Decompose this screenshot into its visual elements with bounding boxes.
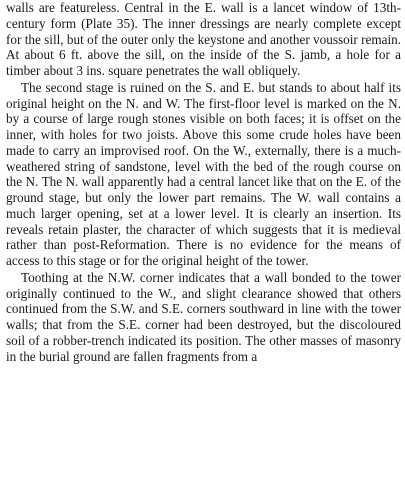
paragraph-lancet-window: walls are featureless. Central in the E. wall is a lancet window of 13th-century form (Plate 35). The inner dressings are nearly complete except for the sill, but of the outer only the keystone and another voussoir remain. At about 6 ft. above the sill, on the inside of the S. jamb, a hole for a timber about 3 ins. square penetrates the wall obliquely. [6, 0, 401, 78]
paragraph-second-stage: The second stage is ruined on the S. and E. but stands to about half its original height on the N. and W. The first-floor level is marked on the N. by a course of large rough stones visible on both faces; it is offset on the inner, with holes for two joists. Above this some crude holes have been made to carry an improvised roof. On the W., externally, there is a much-weathered string of sandstone, level with the bed of the rough course on the N. The N. wall apparently had a central lancet like that on the E. of the ground stage, but only the lower part remains. The W. wall contains a much larger opening, set at a lower level. It is clearly an insertion. Its reveals retain plaster, the character of which suggests that it is medieval rather than post-Reformation. There is no evidence for the means of access to this stage or for the original height of the tower. [6, 79, 401, 268]
document-page [6, 0, 401, 364]
paragraph-toothing: Toothing at the N.W. corner indicates that a wall bonded to the tower originally continued to the W., and slight clearance showed that others continued from the S.W. and S.E. corners southward in line with the tower walls; that from the S.E. corner had been destroyed, but the discoloured soil of a robber-trench indicated its position. The other masses of masonry in the burial ground are fallen fragments from a [6, 269, 401, 364]
